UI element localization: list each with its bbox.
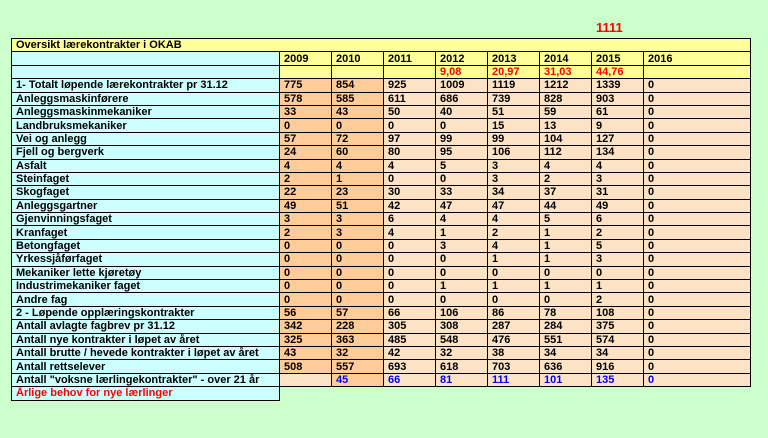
year-header: 2015 bbox=[592, 52, 644, 65]
value-cell: 916 bbox=[592, 360, 644, 373]
value-cell: 4 bbox=[488, 213, 540, 226]
row-label: Andre fag bbox=[12, 293, 280, 306]
value-cell: 101 bbox=[540, 373, 592, 386]
value-cell: 828 bbox=[540, 92, 592, 105]
value-cell: 49 bbox=[592, 199, 644, 212]
value-cell: 548 bbox=[436, 333, 488, 346]
value-cell: 1212 bbox=[540, 79, 592, 92]
value-cell: 106 bbox=[488, 146, 540, 159]
table-row bbox=[12, 213, 751, 226]
row-label: Betongfaget bbox=[12, 239, 280, 252]
value-cell: 5 bbox=[436, 159, 488, 172]
row-label: 1- Totalt løpende lærekontrakter pr 31.12 bbox=[12, 79, 280, 92]
value-cell: 1 bbox=[540, 280, 592, 293]
table-row bbox=[12, 186, 751, 199]
value-cell: 1339 bbox=[592, 79, 644, 92]
percent-cell bbox=[280, 65, 332, 78]
adult-contracts-row bbox=[12, 373, 751, 386]
row-label: Antall "voksne lærlingekontrakter" - over 21 år bbox=[12, 373, 280, 386]
value-cell: 284 bbox=[540, 320, 592, 333]
table-row bbox=[12, 320, 751, 333]
value-cell: 1 bbox=[332, 172, 384, 185]
value-cell: 6 bbox=[592, 213, 644, 226]
value-cell: 56 bbox=[280, 306, 332, 319]
table-row bbox=[12, 172, 751, 185]
year-header: 2009 bbox=[280, 52, 332, 65]
table-row bbox=[12, 239, 751, 252]
value-cell: 611 bbox=[384, 92, 436, 105]
value-cell: 66 bbox=[384, 373, 436, 386]
value-cell: 5 bbox=[540, 213, 592, 226]
value-cell: 32 bbox=[436, 346, 488, 359]
value-cell: 45 bbox=[332, 373, 384, 386]
value-cell: 24 bbox=[280, 146, 332, 159]
value-cell: 0 bbox=[644, 213, 751, 226]
value-cell: 38 bbox=[488, 346, 540, 359]
value-cell: 2 bbox=[280, 226, 332, 239]
percent-row bbox=[12, 65, 751, 78]
row-label: Industrimekaniker faget bbox=[12, 280, 280, 293]
value-cell: 0 bbox=[644, 266, 751, 279]
value-cell: 127 bbox=[592, 132, 644, 145]
table-row bbox=[12, 79, 751, 92]
value-cell: 104 bbox=[540, 132, 592, 145]
percent-cell: 20,97 bbox=[488, 65, 540, 78]
contracts-table bbox=[11, 38, 751, 401]
percent-cell: 9,08 bbox=[436, 65, 488, 78]
value-cell: 0 bbox=[540, 293, 592, 306]
year-header: 2011 bbox=[384, 52, 436, 65]
value-cell: 43 bbox=[332, 105, 384, 118]
value-cell: 34 bbox=[488, 186, 540, 199]
value-cell: 0 bbox=[332, 266, 384, 279]
row-label: Vei og anlegg bbox=[12, 132, 280, 145]
value-cell: 342 bbox=[280, 320, 332, 333]
value-cell: 0 bbox=[280, 119, 332, 132]
table-row bbox=[12, 360, 751, 373]
value-cell: 508 bbox=[280, 360, 332, 373]
table-row bbox=[12, 266, 751, 279]
percent-label-cell bbox=[12, 65, 280, 78]
value-cell: 0 bbox=[644, 226, 751, 239]
value-cell: 57 bbox=[332, 306, 384, 319]
value-cell: 60 bbox=[332, 146, 384, 159]
title-row bbox=[12, 39, 751, 52]
value-cell: 3 bbox=[488, 172, 540, 185]
percent-cell: 31,03 bbox=[540, 65, 592, 78]
value-cell: 0 bbox=[436, 266, 488, 279]
value-cell: 775 bbox=[280, 79, 332, 92]
value-cell: 0 bbox=[280, 253, 332, 266]
value-cell: 135 bbox=[592, 373, 644, 386]
value-cell: 0 bbox=[280, 239, 332, 252]
value-cell: 0 bbox=[644, 105, 751, 118]
value-cell: 0 bbox=[436, 172, 488, 185]
value-cell: 111 bbox=[488, 373, 540, 386]
value-cell: 0 bbox=[332, 293, 384, 306]
value-cell: 34 bbox=[592, 346, 644, 359]
value-cell: 0 bbox=[540, 266, 592, 279]
value-cell: 1 bbox=[436, 226, 488, 239]
value-cell: 0 bbox=[644, 79, 751, 92]
value-cell: 106 bbox=[436, 306, 488, 319]
value-cell: 228 bbox=[332, 320, 384, 333]
percent-cell bbox=[332, 65, 384, 78]
table-row bbox=[12, 280, 751, 293]
row-label: Anleggsmaskinførere bbox=[12, 92, 280, 105]
value-cell: 585 bbox=[332, 92, 384, 105]
value-cell: 33 bbox=[280, 105, 332, 118]
row-label: Asfalt bbox=[12, 159, 280, 172]
row-label: Yrkessjåførfaget bbox=[12, 253, 280, 266]
value-cell: 0 bbox=[436, 293, 488, 306]
row-label: Steinfaget bbox=[12, 172, 280, 185]
row-label: Antall rettselever bbox=[12, 360, 280, 373]
value-cell: 0 bbox=[644, 92, 751, 105]
value-cell: 0 bbox=[384, 280, 436, 293]
value-cell: 686 bbox=[436, 92, 488, 105]
value-cell: 66 bbox=[384, 306, 436, 319]
value-cell: 15 bbox=[488, 119, 540, 132]
value-cell: 0 bbox=[644, 320, 751, 333]
value-cell: 308 bbox=[436, 320, 488, 333]
value-cell: 30 bbox=[384, 186, 436, 199]
value-cell: 0 bbox=[280, 293, 332, 306]
value-cell: 636 bbox=[540, 360, 592, 373]
value-cell: 0 bbox=[436, 253, 488, 266]
value-cell: 0 bbox=[644, 239, 751, 252]
value-cell: 2 bbox=[488, 226, 540, 239]
table-row bbox=[12, 132, 751, 145]
year-header: 2016 bbox=[644, 52, 751, 65]
value-cell: 3 bbox=[488, 159, 540, 172]
value-cell: 3 bbox=[332, 213, 384, 226]
value-cell: 0 bbox=[436, 119, 488, 132]
value-cell: 0 bbox=[644, 253, 751, 266]
table-row bbox=[12, 92, 751, 105]
value-cell: 0 bbox=[644, 280, 751, 293]
value-cell: 3 bbox=[280, 213, 332, 226]
row-label: Antall nye kontrakter i løpet av året bbox=[12, 333, 280, 346]
value-cell: 1 bbox=[488, 253, 540, 266]
value-cell: 40 bbox=[436, 105, 488, 118]
value-cell: 363 bbox=[332, 333, 384, 346]
value-cell: 0 bbox=[592, 266, 644, 279]
value-cell: 108 bbox=[592, 306, 644, 319]
value-cell: 375 bbox=[592, 320, 644, 333]
value-cell: 31 bbox=[592, 186, 644, 199]
value-cell: 578 bbox=[280, 92, 332, 105]
value-cell: 9 bbox=[592, 119, 644, 132]
value-cell: 3 bbox=[332, 226, 384, 239]
value-cell: 0 bbox=[644, 306, 751, 319]
value-cell: 0 bbox=[384, 253, 436, 266]
value-cell: 44 bbox=[540, 199, 592, 212]
value-cell: 0 bbox=[384, 172, 436, 185]
percent-cell bbox=[644, 65, 751, 78]
value-cell: 23 bbox=[332, 186, 384, 199]
row-label: Landbruksmekaniker bbox=[12, 119, 280, 132]
value-cell: 5 bbox=[592, 239, 644, 252]
value-cell: 0 bbox=[644, 333, 751, 346]
year-header: 2012 bbox=[436, 52, 488, 65]
value-cell: 0 bbox=[644, 360, 751, 373]
table-row bbox=[12, 199, 751, 212]
value-cell: 134 bbox=[592, 146, 644, 159]
value-cell: 42 bbox=[384, 346, 436, 359]
table-row bbox=[12, 146, 751, 159]
value-cell: 4 bbox=[384, 226, 436, 239]
percent-cell bbox=[384, 65, 436, 78]
value-cell: 551 bbox=[540, 333, 592, 346]
value-cell: 34 bbox=[540, 346, 592, 359]
value-cell: 0 bbox=[644, 293, 751, 306]
table-row bbox=[12, 293, 751, 306]
value-cell: 739 bbox=[488, 92, 540, 105]
value-cell: 81 bbox=[436, 373, 488, 386]
value-cell: 2 bbox=[592, 293, 644, 306]
value-cell: 1 bbox=[592, 280, 644, 293]
value-cell: 0 bbox=[644, 159, 751, 172]
value-cell: 305 bbox=[384, 320, 436, 333]
table-row bbox=[12, 105, 751, 118]
header-label-cell bbox=[12, 52, 280, 65]
row-label: Skogfaget bbox=[12, 186, 280, 199]
value-cell: 485 bbox=[384, 333, 436, 346]
value-cell: 476 bbox=[488, 333, 540, 346]
value-cell: 32 bbox=[332, 346, 384, 359]
value-cell: 4 bbox=[332, 159, 384, 172]
value-cell: 80 bbox=[384, 146, 436, 159]
row-label: Fjell og bergverk bbox=[12, 146, 280, 159]
value-cell: 0 bbox=[332, 239, 384, 252]
row-label: Gjenvinningsfaget bbox=[12, 213, 280, 226]
value-cell: 0 bbox=[644, 186, 751, 199]
value-cell: 325 bbox=[280, 333, 332, 346]
table-row bbox=[12, 119, 751, 132]
value-cell: 47 bbox=[436, 199, 488, 212]
row-label: Antall avlagte fagbrev pr 31.12 bbox=[12, 320, 280, 333]
value-cell: 97 bbox=[384, 132, 436, 145]
value-cell: 3 bbox=[592, 253, 644, 266]
value-cell: 86 bbox=[488, 306, 540, 319]
value-cell: 47 bbox=[488, 199, 540, 212]
value-cell: 6 bbox=[384, 213, 436, 226]
value-cell: 51 bbox=[488, 105, 540, 118]
value-cell: 50 bbox=[384, 105, 436, 118]
value-cell: 43 bbox=[280, 346, 332, 359]
value-cell: 4 bbox=[436, 213, 488, 226]
value-cell: 0 bbox=[644, 199, 751, 212]
value-cell: 0 bbox=[332, 253, 384, 266]
value-cell: 0 bbox=[384, 239, 436, 252]
value-cell: 51 bbox=[332, 199, 384, 212]
year-header-row bbox=[12, 52, 751, 65]
value-cell: 1119 bbox=[488, 79, 540, 92]
table-row bbox=[12, 306, 751, 319]
value-cell: 0 bbox=[332, 280, 384, 293]
value-cell: 33 bbox=[436, 186, 488, 199]
value-cell: 1 bbox=[436, 280, 488, 293]
table-row bbox=[12, 159, 751, 172]
value-cell: 78 bbox=[540, 306, 592, 319]
value-cell: 4 bbox=[488, 239, 540, 252]
value-cell: 0 bbox=[644, 132, 751, 145]
value-cell: 3 bbox=[592, 172, 644, 185]
value-cell: 1 bbox=[540, 239, 592, 252]
row-label: Antall brutte / hevede kontrakter i løpet av året bbox=[12, 346, 280, 359]
value-cell: 37 bbox=[540, 186, 592, 199]
value-cell: 574 bbox=[592, 333, 644, 346]
value-cell: 99 bbox=[436, 132, 488, 145]
footer-row bbox=[12, 387, 751, 400]
value-cell: 0 bbox=[644, 119, 751, 132]
value-cell: 0 bbox=[384, 293, 436, 306]
value-cell: 0 bbox=[332, 119, 384, 132]
value-cell: 0 bbox=[280, 280, 332, 293]
value-cell: 2 bbox=[592, 226, 644, 239]
value-cell: 57 bbox=[280, 132, 332, 145]
value-cell: 95 bbox=[436, 146, 488, 159]
value-cell: 4 bbox=[540, 159, 592, 172]
value-cell: 0 bbox=[644, 373, 751, 386]
value-cell: 4 bbox=[592, 159, 644, 172]
value-cell: 0 bbox=[384, 119, 436, 132]
top-number: 1111 bbox=[596, 20, 623, 35]
value-cell: 4 bbox=[280, 159, 332, 172]
value-cell: 112 bbox=[540, 146, 592, 159]
value-cell: 287 bbox=[488, 320, 540, 333]
value-cell: 0 bbox=[644, 346, 751, 359]
value-cell: 1 bbox=[540, 253, 592, 266]
value-cell: 13 bbox=[540, 119, 592, 132]
year-header: 2014 bbox=[540, 52, 592, 65]
value-cell: 1 bbox=[488, 280, 540, 293]
value-cell: 0 bbox=[488, 266, 540, 279]
value-cell: 22 bbox=[280, 186, 332, 199]
value-cell: 703 bbox=[488, 360, 540, 373]
value-cell: 557 bbox=[332, 360, 384, 373]
value-cell: 0 bbox=[644, 146, 751, 159]
footer-label: Årlige behov for nye lærlinger bbox=[12, 387, 280, 400]
table-row bbox=[12, 333, 751, 346]
value-cell: 99 bbox=[488, 132, 540, 145]
year-header: 2010 bbox=[332, 52, 384, 65]
value-cell: 0 bbox=[644, 172, 751, 185]
value-cell: 0 bbox=[384, 266, 436, 279]
row-label: Kranfaget bbox=[12, 226, 280, 239]
value-cell: 3 bbox=[436, 239, 488, 252]
table-title: Oversikt lærekontrakter i OKAB bbox=[12, 39, 751, 52]
footer-filler bbox=[280, 387, 751, 400]
value-cell: 49 bbox=[280, 199, 332, 212]
year-header: 2013 bbox=[488, 52, 540, 65]
table-row bbox=[12, 253, 751, 266]
value-cell: 1 bbox=[540, 226, 592, 239]
value-cell bbox=[280, 373, 332, 386]
value-cell: 59 bbox=[540, 105, 592, 118]
row-label: Mekaniker lette kjøretøy bbox=[12, 266, 280, 279]
value-cell: 0 bbox=[280, 266, 332, 279]
value-cell: 4 bbox=[384, 159, 436, 172]
value-cell: 1009 bbox=[436, 79, 488, 92]
value-cell: 903 bbox=[592, 92, 644, 105]
row-label: Anleggsgartner bbox=[12, 199, 280, 212]
value-cell: 2 bbox=[280, 172, 332, 185]
value-cell: 42 bbox=[384, 199, 436, 212]
value-cell: 2 bbox=[540, 172, 592, 185]
value-cell: 61 bbox=[592, 105, 644, 118]
value-cell: 0 bbox=[488, 293, 540, 306]
percent-cell: 44,76 bbox=[592, 65, 644, 78]
row-label: 2 - Løpende opplæringskontrakter bbox=[12, 306, 280, 319]
value-cell: 854 bbox=[332, 79, 384, 92]
value-cell: 72 bbox=[332, 132, 384, 145]
value-cell: 618 bbox=[436, 360, 488, 373]
table-row bbox=[12, 226, 751, 239]
table-row bbox=[12, 346, 751, 359]
value-cell: 925 bbox=[384, 79, 436, 92]
row-label: Anleggsmaskinmekaniker bbox=[12, 105, 280, 118]
value-cell: 693 bbox=[384, 360, 436, 373]
